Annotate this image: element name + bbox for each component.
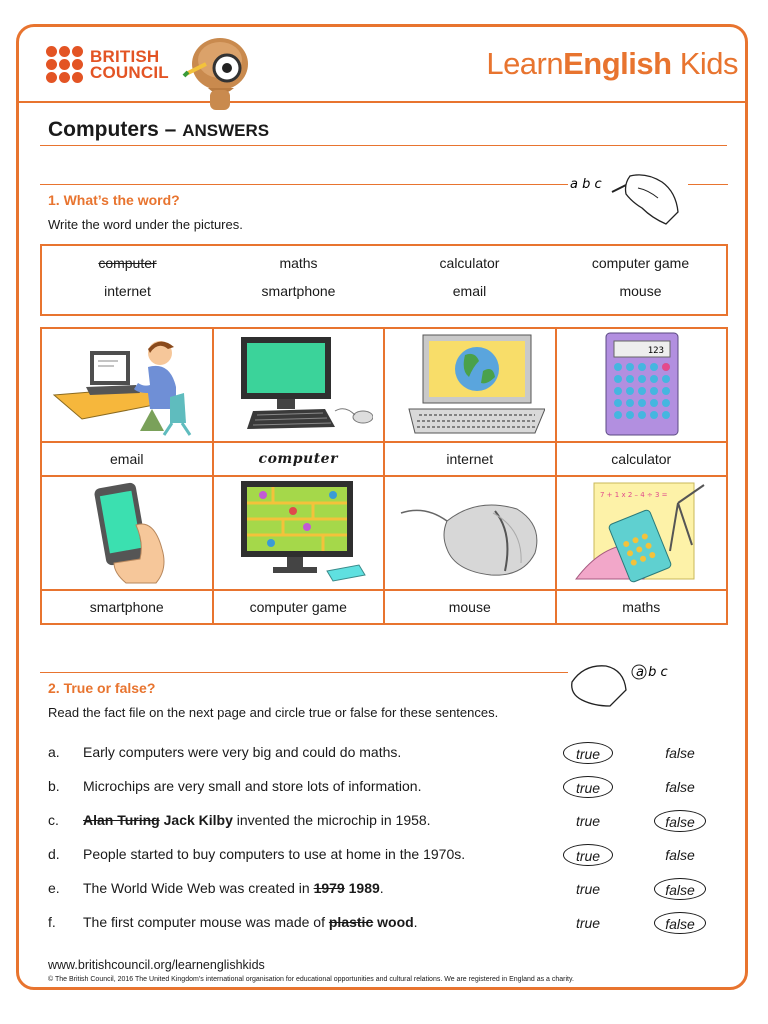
word-bank-item: smartphone [261, 283, 336, 299]
desktop-computer-icon [223, 331, 373, 437]
false-option[interactable]: false [654, 878, 706, 900]
logo-line-1: BRITISH [90, 46, 160, 66]
section-2-instruction: Read the fact file on the next page and circle true or false for these sentences. [48, 705, 499, 720]
svg-text:7 + 1 x 2 – 4 ÷ 3 =: 7 + 1 x 2 – 4 ÷ 3 = [600, 490, 668, 499]
picture-label: maths [556, 590, 728, 624]
computer-game-icon [223, 479, 373, 585]
word-bank-item: calculator [439, 255, 500, 271]
laptop-with-globe-icon [395, 331, 545, 437]
word-bank [40, 244, 728, 316]
logo-dots-icon [46, 46, 83, 83]
correction-word: wood [377, 914, 414, 930]
picture-cell [384, 476, 556, 590]
section-1-rule-end [688, 184, 728, 185]
section-2-title: 2. True or false? [48, 680, 156, 696]
false-option[interactable]: false [665, 779, 695, 795]
false-option[interactable]: false [654, 810, 706, 832]
section-1-rule [40, 184, 568, 185]
word-bank-item: email [452, 283, 487, 299]
picture-cell [384, 328, 556, 442]
mascot-icon [180, 30, 254, 118]
learnenglish-kids-logo: LearnEnglish Kids [486, 46, 738, 81]
true-option[interactable]: true [563, 742, 613, 764]
struck-word: 1979 [313, 880, 345, 896]
logo-line-2: COUNCIL [90, 62, 169, 82]
statement-row: e. The World Wide Web was created in 1979 1989. true false [48, 874, 728, 908]
page-title: Computers – ANSWERS [48, 118, 270, 141]
statement-row: c. Alan Turing Jack Kilby invented the microchip in 1958. true false [48, 806, 728, 840]
true-false-list [48, 738, 728, 942]
word-bank-item: computer game [591, 255, 690, 271]
false-option[interactable]: false [665, 745, 695, 761]
picture-label: internet [384, 442, 556, 476]
struck-word: plastic [328, 914, 374, 930]
word-bank-item: computer [98, 255, 157, 271]
statement-row: a. Early computers were very big and could do maths. true false [48, 738, 728, 772]
struck-word: Alan Turing [83, 812, 160, 828]
svg-text:a b c: a b c [636, 665, 668, 680]
calculator-icon [566, 331, 716, 437]
title-rule [40, 145, 727, 146]
false-option[interactable]: false [654, 912, 706, 934]
word-bank-item: internet [104, 283, 151, 299]
correction-word: 1989 [348, 880, 380, 896]
picture-label: calculator [556, 442, 728, 476]
picture-label: computer [213, 442, 385, 476]
picture-grid [40, 327, 728, 625]
svg-text:a b c: a b c [570, 177, 602, 192]
writing-hand-icon [566, 656, 684, 718]
smartphone-in-hand-icon [52, 479, 202, 585]
true-option[interactable]: true [575, 881, 601, 897]
british-council-logo [46, 46, 169, 83]
word-bank-item: mouse [619, 283, 662, 299]
footer-url[interactable]: www.britishcouncil.org/learnenglishkids [48, 958, 265, 972]
person-at-laptop-icon [52, 331, 202, 437]
maths-tools-icon [566, 479, 716, 585]
statement-row: d. People started to buy computers to use at home in the 1970s. true false [48, 840, 728, 874]
true-option[interactable]: true [575, 915, 601, 931]
footer-copyright: © The British Council, 2016 The United Kingdom’s international organisation for educational opportunities and cultural relations. We are registered in England as a charity. [48, 976, 574, 983]
picture-label: computer game [213, 590, 385, 624]
picture-label: smartphone [41, 590, 213, 624]
statement-row: f. The first computer mouse was made of plastic wood. true false [48, 908, 728, 942]
section-1-title: 1. What’s the word? [48, 192, 180, 208]
true-option[interactable]: true [563, 776, 613, 798]
picture-cell [41, 328, 213, 442]
header-divider [19, 101, 745, 103]
picture-cell [41, 476, 213, 590]
false-option[interactable]: false [665, 847, 695, 863]
section-2-rule [40, 672, 568, 673]
picture-cell [556, 476, 728, 590]
picture-label: mouse [384, 590, 556, 624]
section-1-instruction: Write the word under the pictures. [48, 217, 243, 232]
picture-cell [213, 476, 385, 590]
svg-text:123: 123 [647, 345, 665, 356]
picture-cell [556, 328, 728, 442]
picture-cell [213, 328, 385, 442]
statement-row: b. Microchips are very small and store lots of information. true false [48, 772, 728, 806]
word-bank-item: maths [279, 255, 318, 271]
mouse-icon [395, 479, 545, 585]
true-option[interactable]: true [575, 813, 601, 829]
correction-word: Jack Kilby [163, 812, 233, 828]
true-option[interactable]: true [563, 844, 613, 866]
picture-label: email [41, 442, 213, 476]
writing-hand-icon [566, 168, 684, 230]
